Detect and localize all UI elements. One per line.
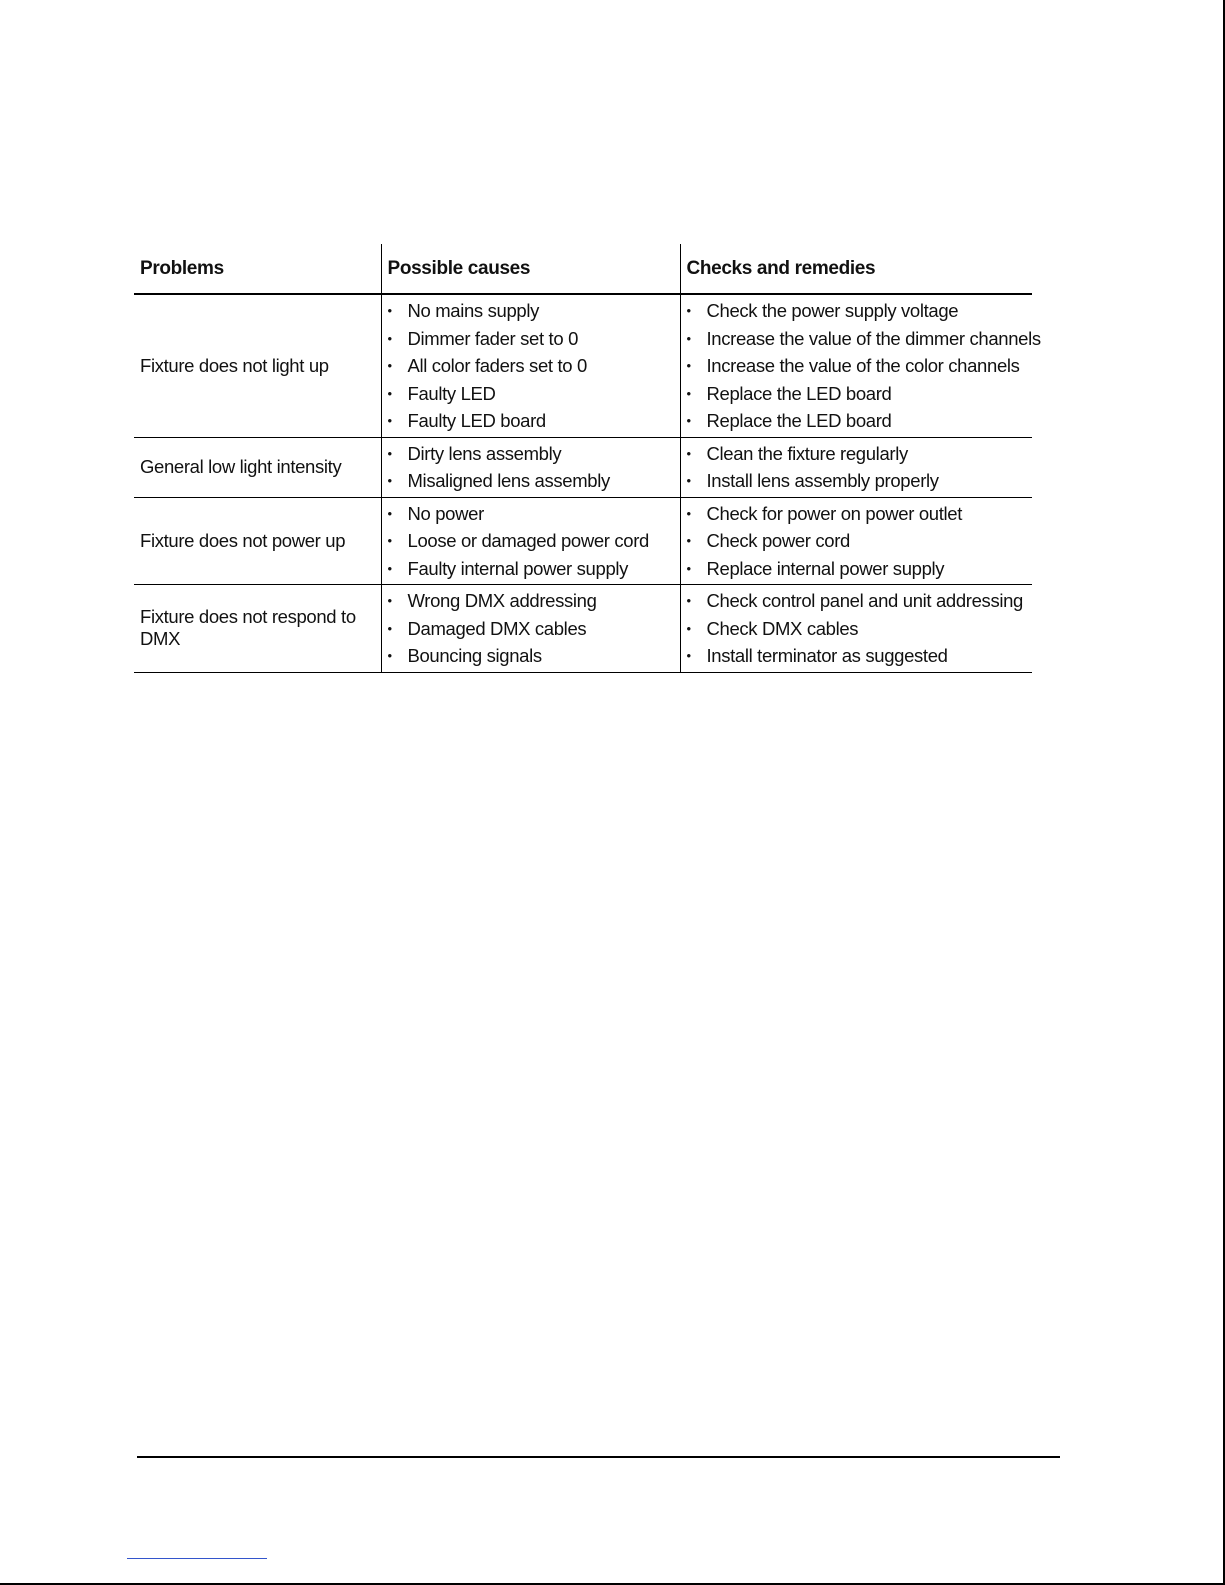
list-item	[687, 500, 1033, 528]
problem-cell: Fixture does not light up	[134, 294, 381, 437]
list-item	[687, 297, 1033, 325]
remedy-text: Replace the LED board	[706, 410, 892, 431]
table-row	[134, 294, 1032, 437]
list-item	[687, 407, 1033, 435]
list-item	[388, 325, 680, 353]
causes-cell	[381, 585, 680, 673]
list-item	[687, 615, 1033, 643]
bullet-icon: •	[387, 533, 392, 548]
bullet-icon: •	[387, 505, 392, 521]
header-problems: Problems	[134, 244, 381, 294]
remedy-text: Check power cord	[706, 530, 850, 551]
remedies-list	[681, 438, 1033, 497]
list-item	[687, 380, 1033, 408]
bullet-icon: •	[387, 303, 392, 318]
cause-text: All color faders set to 0	[407, 355, 587, 376]
bullet-icon: •	[686, 620, 691, 636]
header-possible-causes: Possible causes	[381, 244, 680, 294]
list-item	[687, 555, 1033, 583]
list-item	[687, 587, 1033, 615]
causes-list	[382, 295, 680, 437]
list-item	[388, 587, 680, 615]
list-item	[388, 407, 680, 435]
table-row	[134, 437, 1032, 497]
cause-text: Dimmer fader set to 0	[407, 327, 579, 349]
cause-text: Wrong DMX addressing	[407, 590, 597, 611]
table-row	[134, 585, 1032, 673]
bullet-icon: •	[387, 648, 392, 663]
list-item	[388, 615, 680, 643]
list-item	[686, 325, 1041, 353]
list-item	[388, 527, 680, 555]
remedy-text: Install terminator as suggested	[706, 645, 948, 666]
bullet-icon: •	[686, 505, 691, 521]
causes-list	[382, 498, 680, 585]
remedy-text: Check DMX cables	[706, 617, 859, 639]
cause-text: No mains supply	[407, 300, 540, 321]
list-item	[388, 440, 680, 468]
list-item	[388, 297, 680, 325]
list-item	[388, 352, 680, 380]
bullet-icon: •	[686, 385, 691, 401]
bullet-icon: •	[387, 413, 392, 428]
remedies-list	[681, 295, 1041, 437]
cause-text: Dirty lens assembly	[407, 442, 562, 464]
causes-list	[382, 438, 680, 497]
list-item	[687, 352, 1033, 380]
table-header-row	[134, 244, 1032, 294]
problem-cell: General low light intensity	[134, 437, 381, 497]
bullet-icon: •	[686, 593, 691, 608]
cause-text: Faulty LED board	[407, 410, 546, 431]
list-item	[687, 642, 1033, 670]
cause-text: No power	[407, 502, 484, 524]
bullet-icon: •	[686, 413, 691, 428]
bullet-icon: •	[387, 473, 392, 488]
footer-link-underline	[127, 1558, 267, 1559]
cause-text: Bouncing signals	[407, 645, 542, 666]
list-item	[388, 642, 680, 670]
troubleshooting-table	[134, 244, 1041, 673]
list-item	[687, 527, 1033, 555]
bullet-icon: •	[686, 648, 691, 663]
cause-text: Loose or damaged power cord	[407, 530, 649, 551]
bullet-icon: •	[387, 620, 392, 636]
remedy-text: Increase the value of the dimmer channels	[706, 327, 1041, 349]
problem-cell: Fixture does not power up	[134, 497, 381, 585]
bullet-icon: •	[686, 445, 691, 461]
bullet-icon: •	[686, 358, 691, 373]
list-item	[388, 380, 680, 408]
header-checks-and-remedies: Checks and remedies	[680, 244, 1032, 294]
bullet-icon: •	[387, 445, 392, 461]
bullet-icon: •	[387, 593, 392, 608]
remedies-list	[681, 585, 1033, 672]
remedy-text: Replace the LED board	[706, 382, 892, 404]
bullet-icon: •	[686, 533, 691, 548]
remedy-text: Check control panel and unit addressing	[706, 590, 1023, 611]
remedies-list	[681, 498, 1033, 585]
causes-cell	[381, 294, 680, 437]
bullet-icon: •	[387, 385, 392, 401]
cause-text: Damaged DMX cables	[407, 617, 587, 639]
bullet-icon: •	[387, 330, 392, 346]
cause-text: Faulty LED	[407, 382, 496, 404]
bullet-icon: •	[686, 560, 691, 576]
list-item	[388, 467, 680, 495]
list-item	[687, 440, 1033, 468]
cause-text: Faulty internal power supply	[407, 557, 629, 579]
cause-text: Misaligned lens assembly	[407, 470, 610, 491]
bullet-icon: •	[686, 330, 691, 346]
remedy-text: Increase the value of the color channels	[706, 355, 1020, 376]
remedies-cell	[680, 585, 1032, 673]
bullet-icon: •	[686, 473, 691, 488]
bullet-icon: •	[686, 303, 691, 318]
remedy-text: Check the power supply voltage	[706, 300, 959, 321]
remedies-cell	[680, 294, 1041, 437]
list-item	[388, 500, 680, 528]
remedies-cell	[680, 437, 1032, 497]
remedy-text: Replace internal power supply	[706, 557, 945, 579]
causes-cell	[381, 437, 680, 497]
remedy-text: Clean the fixture regularly	[706, 442, 908, 464]
problem-cell: Fixture does not respond to DMX	[134, 585, 381, 673]
table-row	[134, 497, 1032, 585]
list-item	[687, 467, 1033, 495]
remedy-text: Install lens assembly properly	[706, 470, 939, 491]
remedies-cell	[680, 497, 1032, 585]
bullet-icon: •	[387, 560, 392, 576]
causes-cell	[381, 497, 680, 585]
list-item	[388, 555, 680, 583]
remedy-text: Check for power on power outlet	[706, 502, 962, 524]
footer-divider	[137, 1456, 1060, 1458]
bullet-icon: •	[387, 358, 392, 373]
causes-list	[382, 585, 680, 672]
